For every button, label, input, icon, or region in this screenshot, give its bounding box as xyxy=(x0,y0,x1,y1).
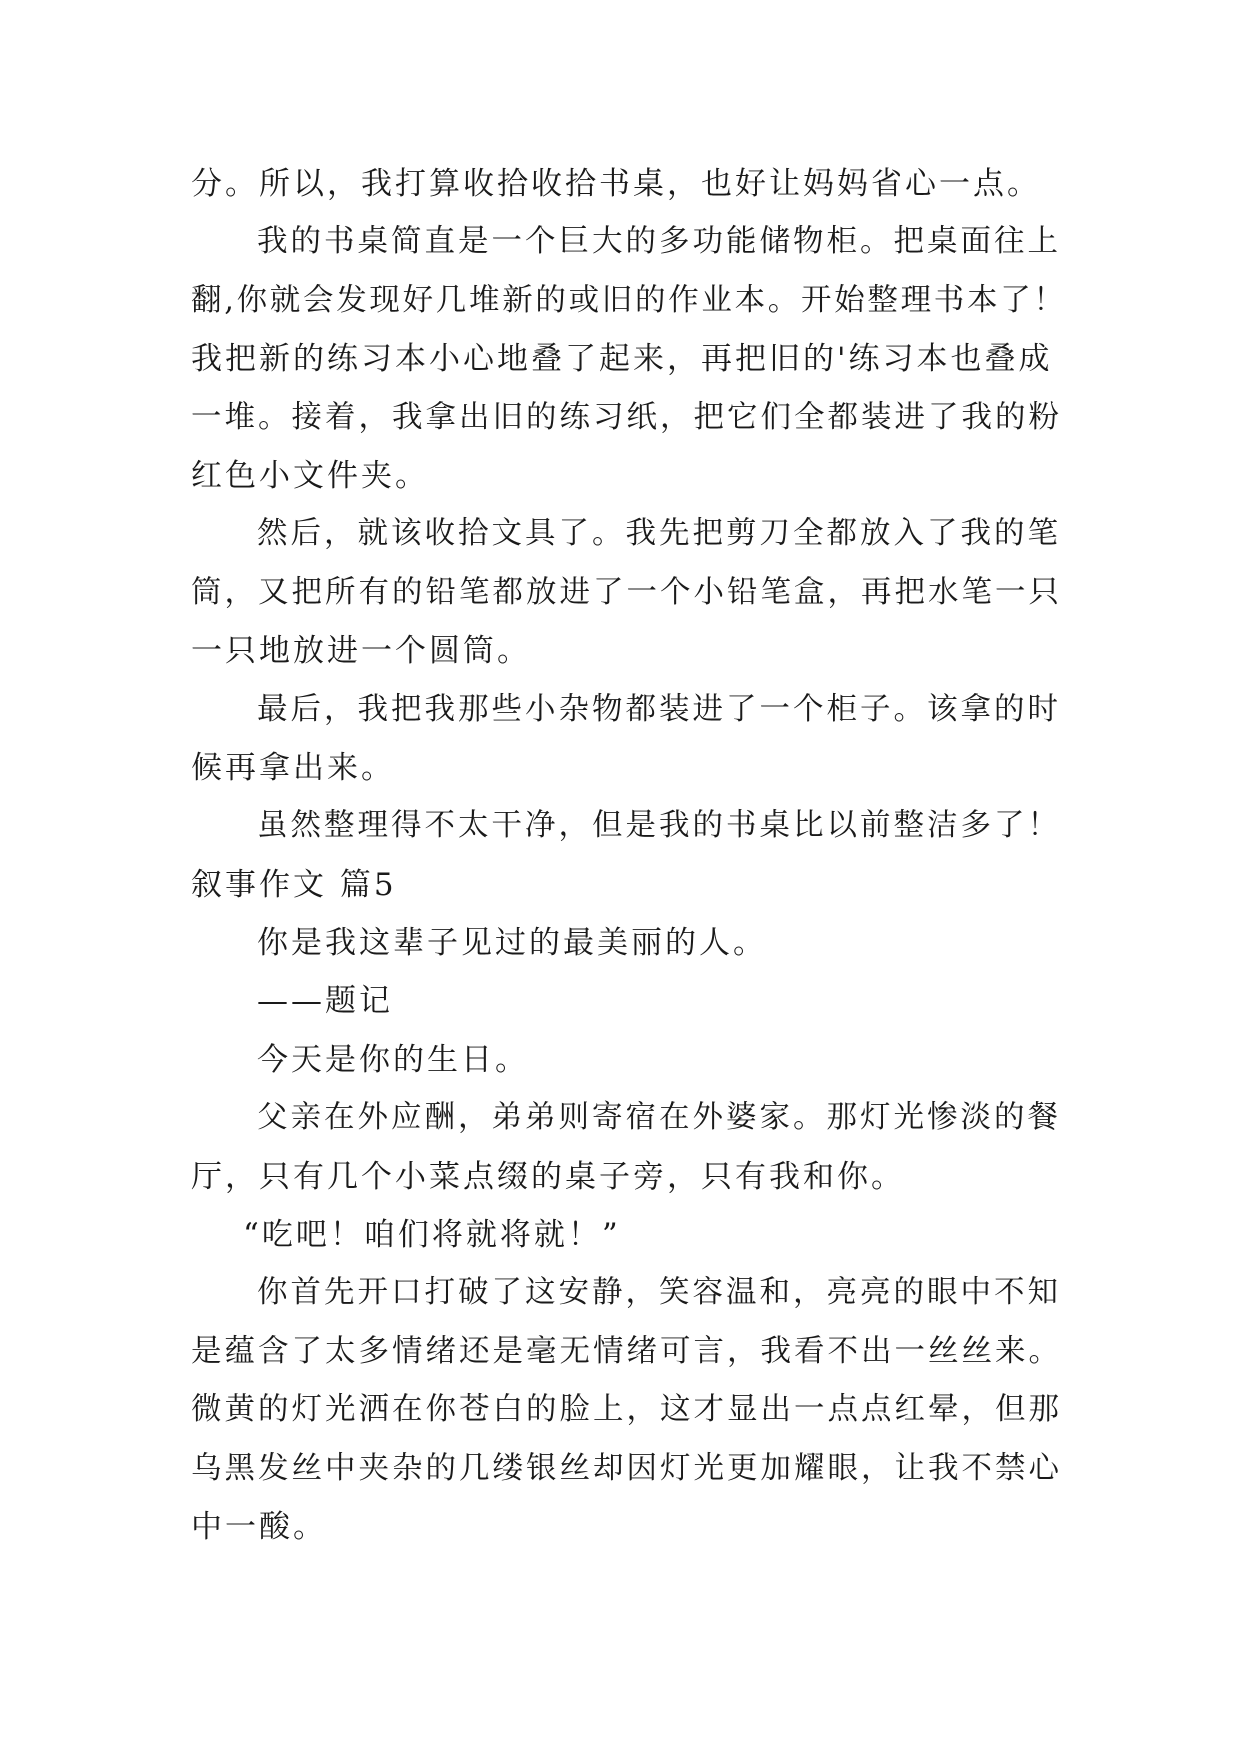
text-line: 一只地放进一个圆筒。 xyxy=(191,633,531,670)
text-line: 今天是你的生日。 xyxy=(257,1041,529,1078)
text-line: 你首先开口打破了这安静，笑容温和，亮亮的眼中不知 xyxy=(257,1275,1061,1311)
text-line: 分。所以，我打算收拾收拾书桌，也好让妈妈省心一点。 xyxy=(191,166,1041,202)
text-line: 红色小文件夹。 xyxy=(191,457,429,494)
text-line: 虽然整理得不太干净，但是我的书桌比以前整洁多了！ xyxy=(257,808,1061,844)
section-heading: 叙事作文 篇5 xyxy=(191,866,397,903)
text-line: 我的书桌简直是一个巨大的多功能储物柜。把桌面往上 xyxy=(257,224,1061,260)
text-line: 我把新的练习本小心地叠了起来，再把旧的'练习本也叠成 xyxy=(191,341,1053,378)
text-line: 最后，我把我那些小杂物都装进了一个柜子。该拿的时 xyxy=(257,691,1061,727)
text-line: 是蕴含了太多情绪还是毫无情绪可言，我看不出一丝丝来。 xyxy=(191,1333,1062,1369)
text-line: 中一酸。 xyxy=(191,1508,327,1545)
text-line: 父亲在外应酬，弟弟则寄宿在外婆家。那灯光惨淡的餐 xyxy=(257,1100,1061,1136)
text-line: 你是我这辈子见过的最美丽的人。 xyxy=(257,925,767,962)
text-line: 翻,你就会发现好几堆新的或旧的作业本。开始整理书本了！ xyxy=(191,282,1067,318)
document-body xyxy=(191,155,1071,1556)
text-line: 候再拿出来。 xyxy=(191,749,395,786)
epigraph-attribution: ——题记 xyxy=(257,983,393,1020)
text-line: 一堆。接着，我拿出旧的练习纸，把它们全都装进了我的粉 xyxy=(191,399,1062,435)
dialogue-line: “吃吧！咱们将就将就！” xyxy=(243,1217,621,1254)
text-line: 乌黑发丝中夹杂的几缕银丝却因灯光更加耀眼，让我不禁心 xyxy=(191,1450,1062,1486)
text-line: 然后，就该收拾文具了。我先把剪刀全都放入了我的笔 xyxy=(257,516,1061,552)
text-line: 微黄的灯光洒在你苍白的脸上，这才显出一点点红晕，但那 xyxy=(191,1392,1062,1428)
text-line: 筒，又把所有的铅笔都放进了一个小铅笔盒，再把水笔一只 xyxy=(191,574,1062,610)
text-line: 厅，只有几个小菜点缀的桌子旁，只有我和你。 xyxy=(191,1158,905,1195)
